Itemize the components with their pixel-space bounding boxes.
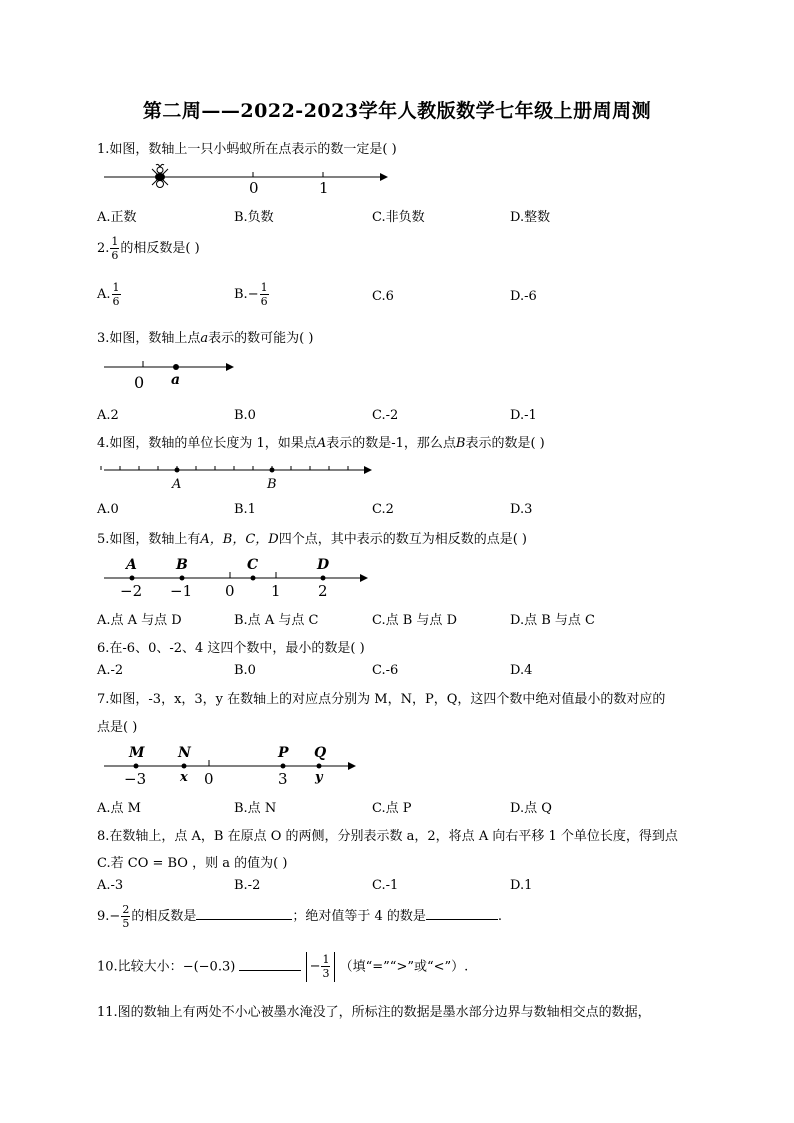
question-7-line-2: 点是( ) bbox=[97, 720, 138, 735]
tick-label-neg1: −1 bbox=[170, 582, 193, 600]
point-label-b: B bbox=[176, 557, 188, 573]
question-1-text: 1.如图，数轴上一只小蚂蚁所在点表示的数一定是( ) bbox=[97, 142, 397, 157]
question-5-text: 5.如图，数轴上有A，B，C，D四个点，其中表示的数互为相反数的点是( ) bbox=[97, 532, 527, 547]
tick-label-y: y bbox=[315, 770, 323, 785]
q4-option-d[interactable]: D.3 bbox=[510, 502, 533, 517]
point-label-a: A bbox=[172, 477, 182, 492]
tick-label-1: 1 bbox=[319, 179, 329, 197]
q1-option-d[interactable]: D.整数 bbox=[510, 210, 551, 225]
page-title: 第二周——2022-2023学年人教版数学七年级上册周周测 bbox=[142, 100, 652, 122]
point-label-a: a bbox=[171, 372, 181, 388]
tick-label-0: 0 bbox=[225, 582, 235, 600]
q6-option-c[interactable]: C.-6 bbox=[372, 663, 399, 678]
tick-label-2: 2 bbox=[318, 582, 328, 600]
tick-label-0: 0 bbox=[134, 373, 145, 392]
q6-option-a[interactable]: A.-2 bbox=[97, 663, 124, 678]
q8-option-a[interactable]: A.-3 bbox=[97, 878, 124, 893]
answer-blank-3[interactable] bbox=[239, 958, 301, 971]
question-8-line-1: 8.在数轴上，点 A，B 在原点 O 的两侧，分别表示数 a，2，将点 A 向右平移 1 个单位长度，得到点 bbox=[97, 829, 678, 844]
question-10-text: 10.比较大小：−(−0.3) − $\frac{1}{3}$ （填“=”“>”或“<”）. bbox=[97, 953, 469, 980]
point-label-p: P bbox=[278, 745, 289, 761]
q5-option-d[interactable]: D.点 B 与点 C bbox=[510, 613, 595, 628]
answer-blank-1[interactable] bbox=[196, 907, 292, 920]
point-label-m: M bbox=[129, 745, 145, 761]
question-4-number-line bbox=[100, 458, 380, 492]
q4-option-b[interactable]: B.1 bbox=[234, 502, 256, 517]
point-label-a: A bbox=[126, 557, 137, 573]
question-1-number-line bbox=[100, 163, 395, 197]
question-7-number-line bbox=[100, 742, 365, 788]
q5-option-c[interactable]: C.点 B 与点 D bbox=[372, 613, 457, 628]
answer-blank-2[interactable] bbox=[426, 907, 498, 920]
point-label-q: Q bbox=[314, 745, 327, 761]
tick-label-0: 0 bbox=[204, 770, 214, 788]
point-label-c: C bbox=[247, 557, 259, 573]
tick-label-x: x bbox=[180, 770, 188, 785]
q5-option-a[interactable]: A.点 A 与点 D bbox=[97, 613, 182, 628]
q6-option-b[interactable]: B.0 bbox=[234, 663, 256, 678]
question-3-number-line bbox=[100, 352, 240, 392]
question-5-number-line bbox=[100, 554, 375, 600]
question-11-text: 11.图的数轴上有两处不小心被墨水淹没了，所标注的数据是墨水部分边界与数轴相交点的数据， bbox=[97, 1005, 651, 1020]
q3-option-c[interactable]: C.-2 bbox=[372, 408, 399, 423]
question-8-line-2: C.若 CO = BO ，则 a 的值为( ) bbox=[97, 856, 288, 871]
q4-option-c[interactable]: C.2 bbox=[372, 502, 394, 517]
absolute-value-expression: − $\frac{1}{3}$ bbox=[306, 952, 336, 982]
tick-label-3: 3 bbox=[278, 770, 288, 788]
q3-option-a[interactable]: A.2 bbox=[97, 408, 119, 423]
point-label-d: D bbox=[317, 557, 330, 573]
question-6-text: 6.在-6、0、-2、4 这四个数中，最小的数是( ) bbox=[97, 641, 365, 656]
q1-option-c[interactable]: C.非负数 bbox=[372, 210, 425, 225]
q7-option-b[interactable]: B.点 N bbox=[234, 801, 277, 816]
q8-option-b[interactable]: B.-2 bbox=[234, 878, 261, 893]
tick-label-neg2: −2 bbox=[120, 582, 143, 600]
q7-option-d[interactable]: D.点 Q bbox=[510, 801, 552, 816]
q4-option-a[interactable]: A.0 bbox=[97, 502, 119, 517]
tick-label-1: 1 bbox=[271, 582, 281, 600]
q5-option-b[interactable]: B.点 A 与点 C bbox=[234, 613, 319, 628]
q2-option-d[interactable]: D.-6 bbox=[510, 289, 537, 304]
question-7-line-1: 7.如图，-3，x，3，y 在数轴上的对应点分别为 M，N，P，Q，这四个数中绝对值最小的数对应的 bbox=[97, 692, 666, 707]
ant-icon bbox=[150, 164, 170, 187]
point-label-b: B bbox=[267, 477, 277, 492]
question-4-text: 4.如图，数轴的单位长度为 1，如果点A表示的数是-1，那么点B表示的数是( ) bbox=[97, 436, 545, 451]
question-9-text: 9.− $\frac{2}{5}$ 的相反数是 ；绝对值等于 4 的数是 . bbox=[97, 903, 503, 930]
q3-option-d[interactable]: D.-1 bbox=[510, 408, 537, 423]
fraction: $\frac{1}{6}$ bbox=[111, 235, 119, 262]
q3-option-b[interactable]: B.0 bbox=[234, 408, 256, 423]
tick-label-neg3: −3 bbox=[124, 770, 147, 788]
q8-option-d[interactable]: D.1 bbox=[510, 878, 533, 893]
q1-option-a[interactable]: A.正数 bbox=[97, 210, 137, 225]
q2-option-a[interactable]: A. $\frac{1}{6}$ bbox=[97, 281, 120, 308]
q2-option-c[interactable]: C.6 bbox=[372, 289, 394, 304]
question-3-text: 3.如图，数轴上点a表示的数可能为( ) bbox=[97, 331, 314, 346]
question-2-text: 2. $\frac{1}{6}$ 的相反数是( ) bbox=[97, 235, 200, 262]
q8-option-c[interactable]: C.-1 bbox=[372, 878, 399, 893]
q1-option-b[interactable]: B.负数 bbox=[234, 210, 274, 225]
q6-option-d[interactable]: D.4 bbox=[510, 663, 533, 678]
q7-option-c[interactable]: C.点 P bbox=[372, 801, 412, 816]
q7-option-a[interactable]: A.点 M bbox=[97, 801, 141, 816]
tick-label-0: 0 bbox=[249, 179, 259, 197]
point-label-n: N bbox=[178, 745, 191, 761]
q2-option-b[interactable]: B.− $\frac{1}{6}$ bbox=[234, 281, 268, 308]
